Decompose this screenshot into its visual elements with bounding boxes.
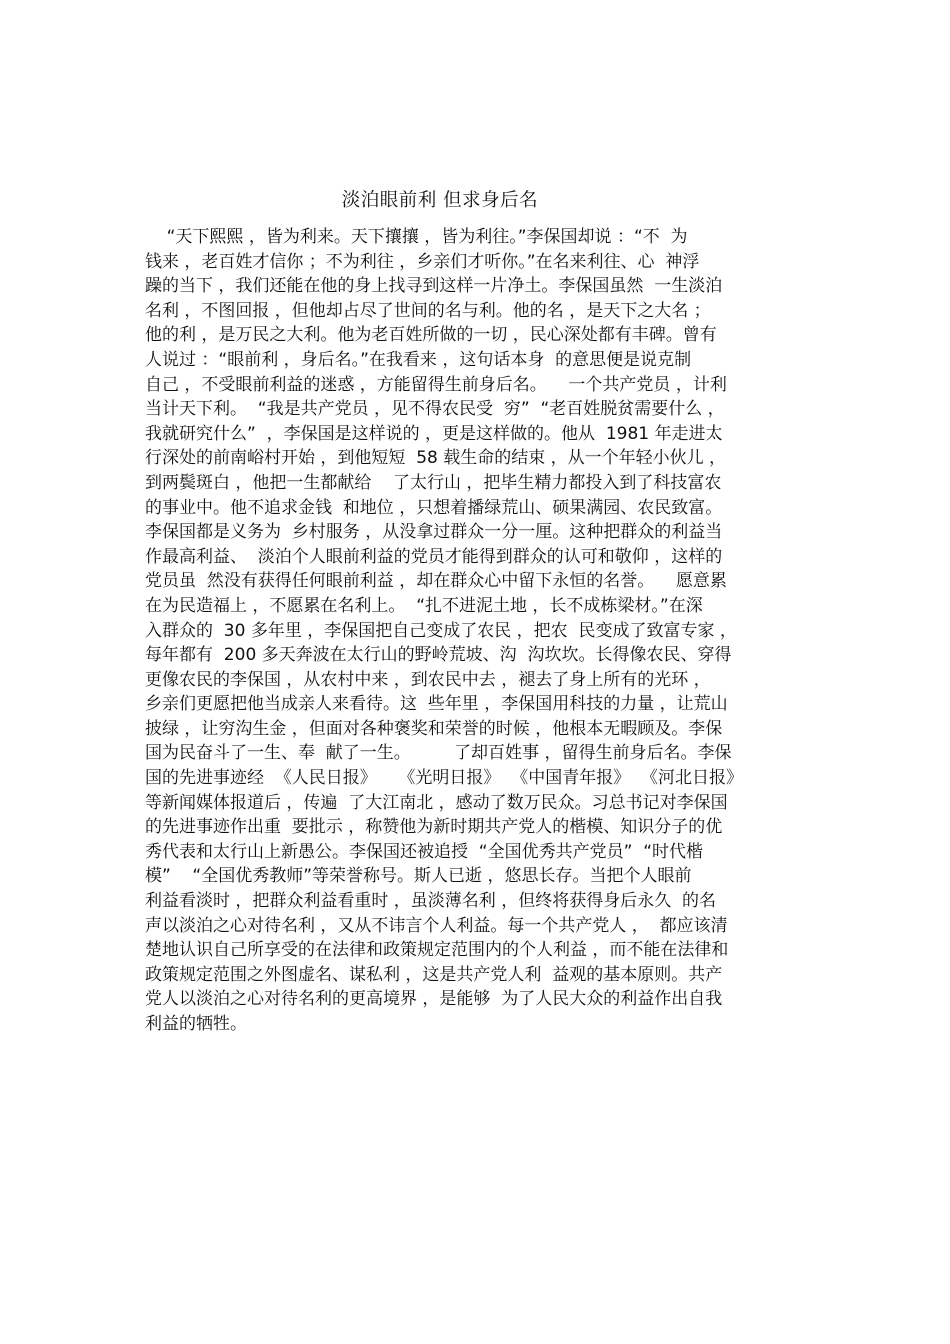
- body-line: 国的先进事迹经 《人民日报》 《光明日报》 《中国青年报》 《河北日报》: [145, 768, 744, 789]
- body-line: 每年都有 200 多天奔波在太行山的野岭荒坡、沟 沟坎坎。长得像农民、穿得: [145, 645, 732, 666]
- body-line: 当计天下利。 “我是共产党员 ，见不得农民受 穷” “老百姓脱贫需要什么 ，: [145, 399, 725, 420]
- body-line: 利益看淡时 ，把群众利益看重时 ，虽淡薄名利 ，但终将获得身后永久 的名: [145, 891, 717, 912]
- body-line: 利益的牺牲。: [145, 1014, 247, 1034]
- body-line: 李保国都是义务为 乡村服务 ，从没拿过群众一分一厘。这种把群众的利益当: [145, 522, 723, 543]
- body-line: 行深处的前南峪村开始 ，到他短短 58 载生命的结束 ，从一个年轻小伙儿 ，: [145, 448, 727, 469]
- body-line: 自己 ，不受眼前利益的迷惑 ，方能留得生前身后名。 一个共产党员 ，计利: [145, 374, 727, 395]
- body-line: 政策规定范围之外图虚名、谋私利 ，这是共产党人利 益观的基本原则。共产: [145, 964, 723, 985]
- body-line: 更像农民的李保国 ，从农村中来 ，到农民中去 ，褪去了身上所有的光环 ，: [145, 669, 711, 690]
- body-line: 党人以淡泊之心对待名利的更高境界 ，是能够 为了人民大众的利益作出自我: [145, 989, 723, 1010]
- body-line: 声以淡泊之心对待名利 ，又从不讳言个人利益。每一个共产党人 ， 都应该清: [145, 915, 728, 936]
- body-line: 人说过 ：“眼前利 ，身后名。”在我看来 ，这句话本身 的意思便是说克制: [145, 349, 692, 370]
- body-line: 入群众的 30 多年里 ，李保国把自己变成了农民 ，把农 民变成了致富专家 ，: [145, 620, 737, 641]
- document-title: 淡泊眼前利 但求身后名: [341, 190, 539, 211]
- body-line: 楚地认识自己所享受的在法律和政策规定范围内的个人利益 ，而不能在法律和: [145, 940, 729, 961]
- body-line: 作最高利益、 淡泊个人眼前利益的党员才能得到群众的认可和敬仰 ，这样的: [145, 546, 723, 567]
- body-line: 我就研究什么” ，李保国是这样说的 ，更是这样做的。他从 1981 年走进太: [145, 423, 723, 444]
- body-line: 到两鬓斑白 ，他把一生都献给 了太行山 ，把毕生精力都投入到了科技富农: [145, 472, 722, 493]
- body-line: 党员虽 然没有获得任何眼前利益 ，却在群众心中留下永恒的名誉。 愿意累: [145, 571, 727, 592]
- body-line: “天下熙熙 ，皆为利来。天下攘攘 ，皆为利往。”李保国却说 ：“不 为: [145, 227, 688, 247]
- document-body: [145, 225, 825, 1037]
- body-line: 他的利 ，是万民之大利。他为老百姓所做的一切 ，民心深处都有丰碑。曾有: [145, 325, 717, 346]
- body-line: 披绿 ，让穷沟生金 ，但面对各种褒奖和荣誉的时候 ，他根本无暇顾及。李保: [145, 718, 723, 739]
- body-line: 等新闻媒体报道后 ，传遍 了大江南北 ，感动了数万民众。习总书记对李保国: [145, 792, 728, 813]
- body-line: 国为民奋斗了一生、奉 献了一生。 了却百姓事 ，留得生前身后名。李保: [145, 743, 732, 764]
- body-line: 乡亲们更愿把他当成亲人来看待。这 些年里 ，李保国用科技的力量 ，让荒山: [145, 694, 728, 715]
- body-line: 的先进事迹作出重 要批示 ，称赞他为新时期共产党人的楷模、知识分子的优: [145, 817, 723, 838]
- body-line: 模” “全国优秀教师”等荣誉称号。斯人已逝 ，悠思长存。当把个人眼前: [145, 866, 692, 887]
- body-line: 在为民造福上 ，不愿累在名利上。 “扎不进泥土地 ，长不成栋梁材。”在深: [145, 595, 703, 616]
- body-line: 的事业中。他不追求金钱 和地位 ，只想着播绿荒山、硕果满园、农民致富。: [145, 497, 723, 518]
- body-line: 躁的当下 ，我们还能在他的身上找寻到这样一片净土。李保国虽然 一生淡泊: [145, 276, 723, 297]
- body-line: 名利 ，不图回报 ，但他却占尽了世间的名与利。他的名 ，是天下之大名 ；: [145, 300, 711, 321]
- body-line: 秀代表和太行山上新愚公。李保国还被追授 “全国优秀共产党员” “时代楷: [145, 841, 704, 862]
- body-line: 钱来 ，老百姓才信你 ；不为利往 ，乡亲们才听你。”在名来利往、心 神浮: [145, 251, 700, 272]
